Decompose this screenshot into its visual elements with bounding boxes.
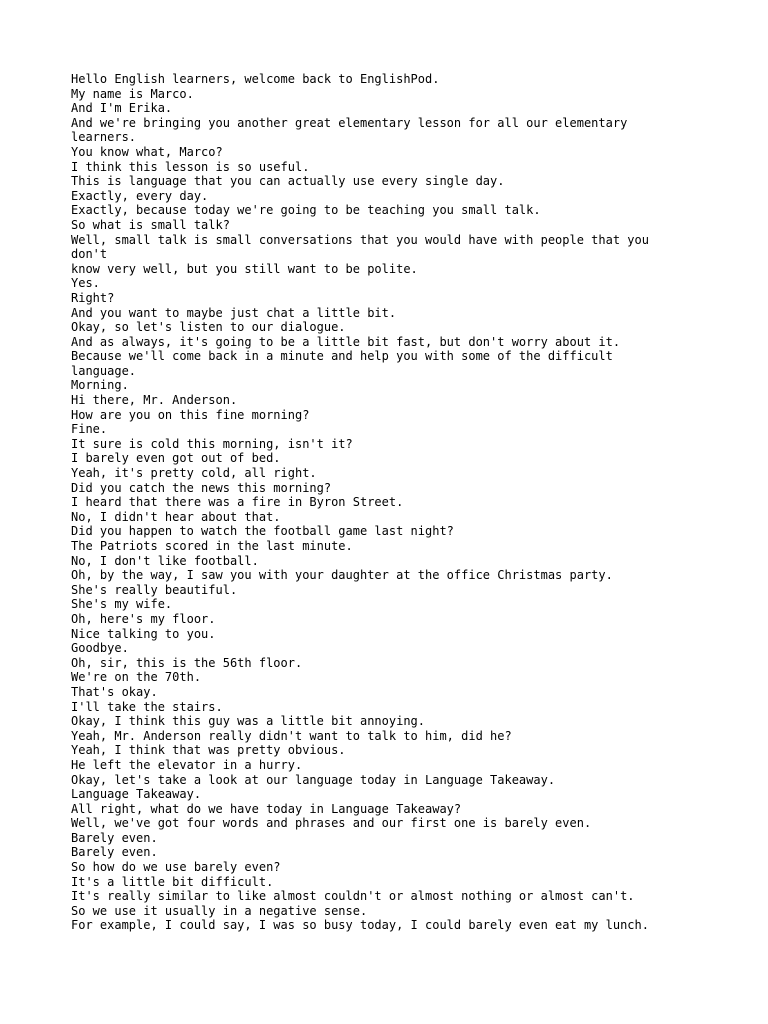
transcript-line: All right, what do we have today in Language Takeaway? xyxy=(71,801,462,816)
transcript-line: Hi there, Mr. Anderson. xyxy=(71,393,238,408)
transcript-line: Barely even. xyxy=(71,830,158,845)
transcript-line: And as always, it's going to be a little bit fast, but don't worry about it. xyxy=(71,334,621,349)
transcript-line: Nice talking to you. xyxy=(71,626,216,641)
transcript-line: Oh, by the way, I saw you with your daughter at the office Christmas party. xyxy=(71,568,613,583)
transcript-line: The Patriots scored in the last minute. xyxy=(71,539,353,553)
transcript-line: Barely even. xyxy=(71,845,158,860)
transcript-line: Well, small talk is small conversations that you would have with people that you xyxy=(71,232,649,247)
transcript-line: How are you on this fine morning? xyxy=(71,407,310,422)
transcript-line: So how do we use barely even? xyxy=(71,860,281,875)
transcript-line: So we use it usually in a negative sense. xyxy=(71,903,368,918)
transcript-line: Did you catch the news this morning? xyxy=(71,480,332,495)
transcript-line: learners. xyxy=(71,130,137,145)
transcript-line: For example, I could say, I was so busy today, I could barely even eat my lunch. xyxy=(71,918,649,933)
transcript-line: Oh, here's my floor. xyxy=(71,611,216,626)
transcript-line: No, I didn't hear about that. xyxy=(71,509,281,524)
transcript-line: Did you happen to watch the football game last night? xyxy=(71,524,454,539)
transcript-line: My name is Marco. xyxy=(71,86,194,101)
transcript-line: No, I don't like football. xyxy=(71,553,259,568)
transcript-line: You know what, Marco? xyxy=(71,144,223,159)
transcript-line: Goodbye. xyxy=(71,641,129,656)
transcript-line: know very well, but you still want to be polite. xyxy=(71,261,418,276)
transcript-line: It sure is cold this morning, isn't it? xyxy=(71,436,353,451)
transcript-line: This is language that you can actually use every single day. xyxy=(71,174,505,189)
transcript-page xyxy=(71,72,711,933)
transcript-line: And you want to maybe just chat a little bit. xyxy=(71,305,397,320)
transcript-line: He left the elevator in a hurry. xyxy=(71,757,303,772)
transcript-line: Yeah, I think that was pretty obvious. xyxy=(71,743,346,758)
transcript-line: And we're bringing you another great elementary lesson for all our elementary xyxy=(71,115,628,130)
transcript-line: Okay, let's take a look at our language today in Language Takeaway. xyxy=(71,772,556,787)
transcript-line: Yeah, it's pretty cold, all right. xyxy=(71,466,317,481)
transcript-line: Morning. xyxy=(71,378,129,393)
transcript-line: Fine. xyxy=(71,422,108,437)
transcript-line: She's really beautiful. xyxy=(71,582,238,597)
transcript-line: We're on the 70th. xyxy=(71,670,202,685)
transcript-line: language. xyxy=(71,363,137,378)
transcript-line: That's okay. xyxy=(71,684,158,699)
transcript-line: don't xyxy=(71,247,108,262)
transcript-line: She's my wife. xyxy=(71,597,173,612)
transcript-line: Language Takeaway. xyxy=(71,787,202,802)
transcript-line: Yes. xyxy=(71,276,100,291)
transcript-line: Okay, so let's listen to our dialogue. xyxy=(71,320,346,335)
transcript-line: I heard that there was a fire in Byron Street. xyxy=(71,495,404,510)
transcript-line: Well, we've got four words and phrases and our first one is barely even. xyxy=(71,816,592,831)
transcript-line: Hello English learners, welcome back to EnglishPod. xyxy=(71,72,440,86)
transcript-line: Because we'll come back in a minute and help you with some of the difficult xyxy=(71,349,613,364)
transcript-line: Right? xyxy=(71,290,115,305)
transcript-line: I think this lesson is so useful. xyxy=(71,159,310,174)
transcript-line: It's a little bit difficult. xyxy=(71,874,274,889)
transcript-line: Exactly, because today we're going to be teaching you small talk. xyxy=(71,203,541,218)
transcript-line: I barely even got out of bed. xyxy=(71,451,281,466)
transcript-line: Oh, sir, this is the 56th floor. xyxy=(71,655,303,670)
transcript-line: Exactly, every day. xyxy=(71,188,209,203)
transcript-line: And I'm Erika. xyxy=(71,101,173,116)
transcript-line: Okay, I think this guy was a little bit annoying. xyxy=(71,714,426,729)
transcript-line: So what is small talk? xyxy=(71,217,230,232)
transcript-line: I'll take the stairs. xyxy=(71,699,223,714)
transcript-line: It's really similar to like almost couldn't or almost nothing or almost can't. xyxy=(71,889,635,904)
transcript-line: Yeah, Mr. Anderson really didn't want to talk to him, did he? xyxy=(71,728,512,743)
